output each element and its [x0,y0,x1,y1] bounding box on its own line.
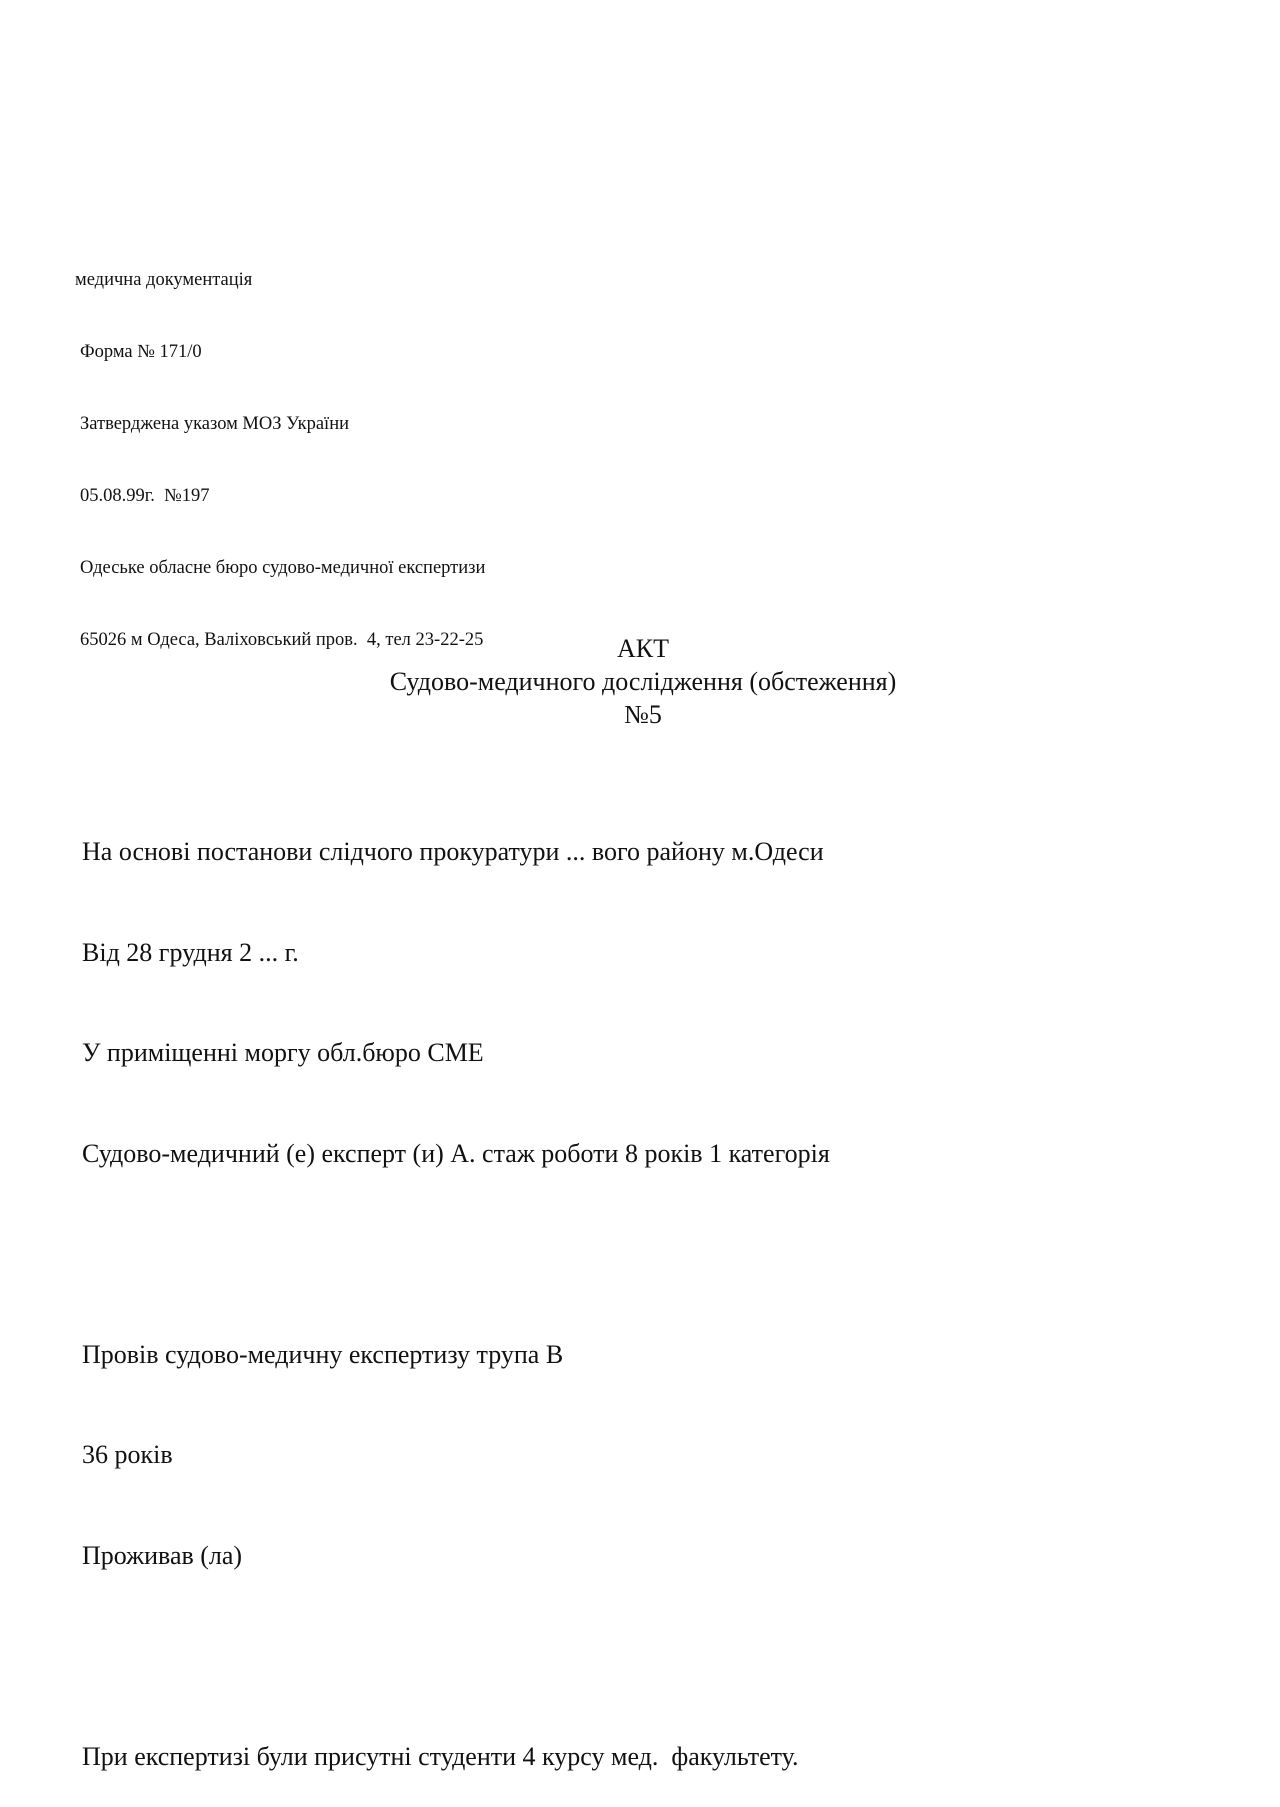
document-title [0,632,1280,731]
body-residence: Проживав (ла) [82,1540,243,1570]
header-approval: Затверджена указом МОЗ України [80,414,349,434]
body-performed: Провів судово-медичну експертизу трупа В [82,1339,564,1369]
header-organization: Одеське обласне бюро судово-медичної експертизи [80,558,486,578]
body-date: Від 28 грудня 2 ... г. [82,937,299,967]
title-subtitle: Судово-медичного дослідження (обстеження) [389,667,897,696]
document-body [82,768,830,1807]
body-age: 36 років [82,1440,173,1469]
title-number: №5 [624,700,662,729]
body-present: При експертизі були присутні студенти 4 курсу мед. факультету. [82,1741,799,1771]
title-act: АКТ [617,634,669,663]
header-form-number: Форма № 171/0 [80,342,202,362]
body-place: У приміщенні моргу обл.бюро СМЕ [82,1038,484,1067]
header-address: 65026 м Одеса, Валіховський пров. 4, тел 23-22-25 [80,630,484,650]
header-doc-type: медична документація [75,270,253,290]
document-header [75,220,485,676]
body-basis: На основі постанови слідчого прокуратури ... вого району м.Одеси [82,837,824,866]
body-expert: Судово-медичний (е) експерт (и) А. стаж роботи 8 років 1 категорія [82,1138,830,1168]
header-approval-date: 05.08.99г. №197 [80,486,210,506]
paragraph-gap [82,1237,830,1271]
